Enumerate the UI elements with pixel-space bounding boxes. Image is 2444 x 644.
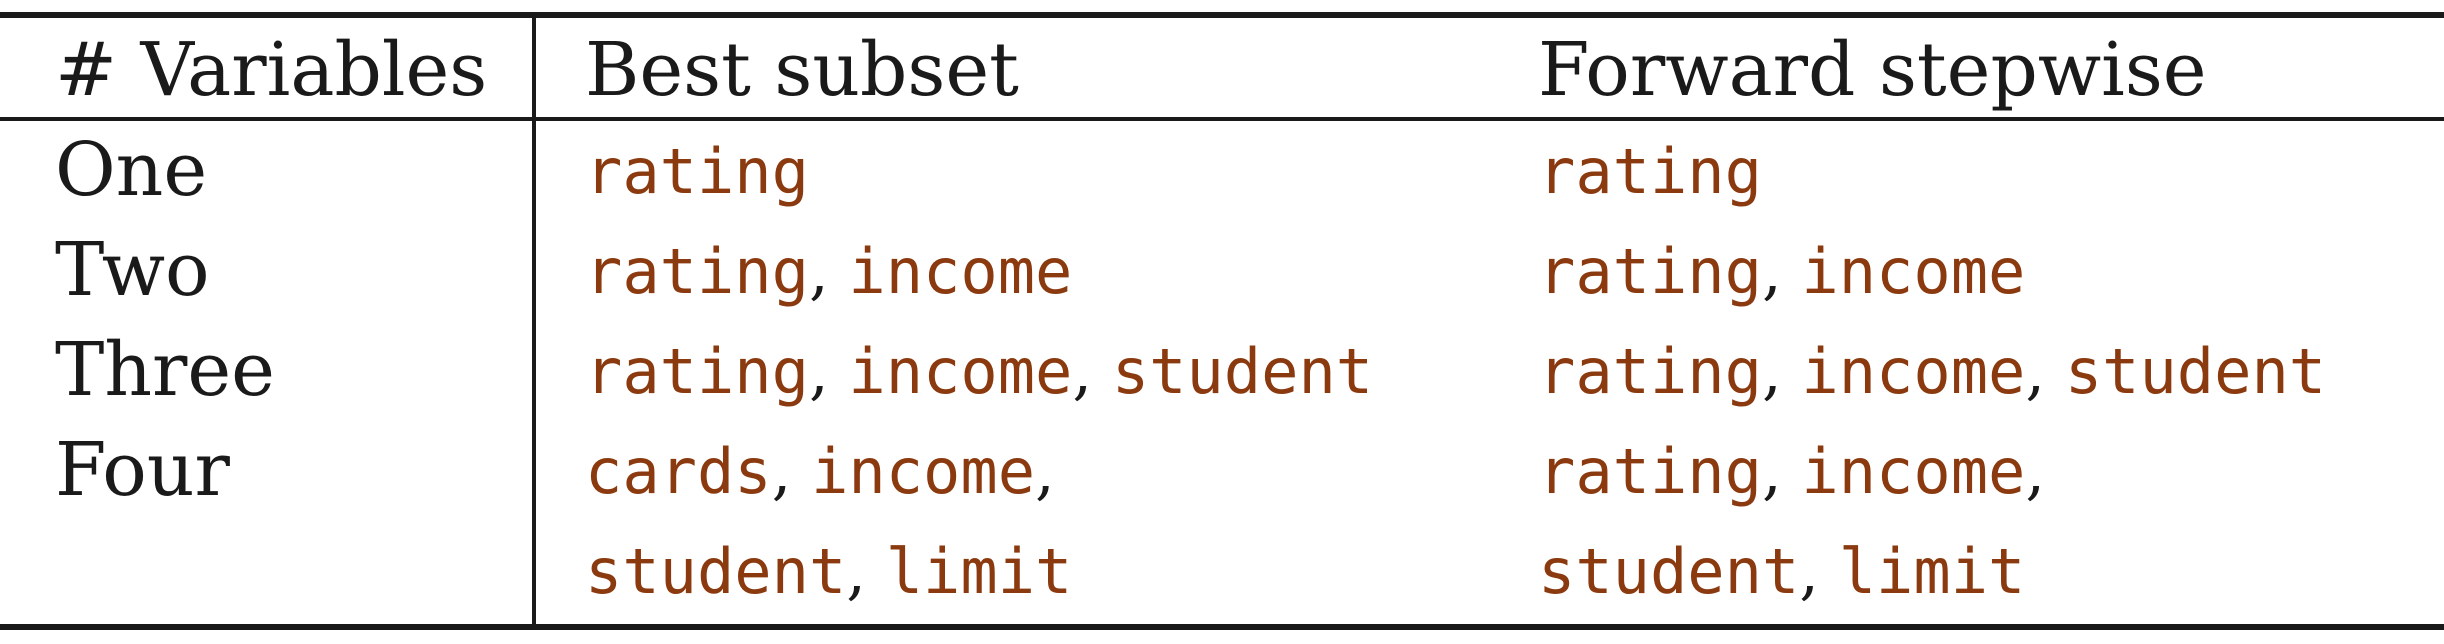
separator: , — [2025, 435, 2046, 508]
header-forward-stepwise: Forward stepwise — [1538, 27, 2207, 113]
variable-name: income — [811, 435, 1036, 508]
forward-stepwise-three — [1538, 327, 2326, 417]
separator: , — [1799, 535, 1820, 608]
row-label-one: One — [55, 127, 208, 213]
separator: , — [808, 235, 829, 308]
variable-name: student — [1538, 535, 1800, 608]
best-subset-two — [585, 227, 1072, 317]
variable-name: income — [1801, 335, 2026, 408]
variable-name: student — [2064, 335, 2327, 408]
row-label-three: Three — [55, 327, 275, 413]
column-divider — [532, 18, 536, 624]
separator: , — [808, 335, 829, 408]
bottom-rule — [0, 624, 2444, 630]
variable-name: rating — [1538, 435, 1762, 508]
forward-stepwise-one — [1538, 127, 1762, 217]
separator: , — [1761, 435, 1782, 508]
best-subset-three — [585, 327, 1373, 417]
separator: , — [1072, 335, 1093, 408]
best-subset-four-line1 — [585, 427, 1055, 517]
variable-name: income — [848, 235, 1073, 308]
variable-name: income — [1801, 435, 2026, 508]
separator: , — [771, 435, 792, 508]
variable-name: limit — [1838, 535, 2026, 608]
separator: , — [1761, 235, 1782, 308]
header-best-subset: Best subset — [585, 27, 1019, 113]
row-label-two: Two — [55, 227, 210, 313]
variable-name: student — [1111, 335, 1374, 408]
variable-name: rating — [1538, 135, 1762, 208]
variable-name: cards — [585, 435, 772, 508]
best-subset-four-line2 — [585, 527, 1072, 617]
forward-stepwise-two — [1538, 227, 2025, 317]
variable-name: rating — [1538, 335, 1762, 408]
variable-name: limit — [885, 535, 1073, 608]
variable-name: rating — [1538, 235, 1762, 308]
forward-stepwise-four-line2 — [1538, 527, 2025, 617]
separator: , — [846, 535, 867, 608]
top-rule — [0, 12, 2444, 18]
separator: , — [2025, 335, 2046, 408]
variable-name: student — [585, 535, 847, 608]
best-subset-one — [585, 127, 809, 217]
separator: , — [1761, 335, 1782, 408]
separator: , — [1035, 435, 1055, 508]
forward-stepwise-four-line1 — [1538, 427, 2045, 517]
row-label-four: Four — [55, 427, 230, 513]
variable-name: income — [848, 335, 1073, 408]
variable-name: income — [1801, 235, 2026, 308]
variable-name: rating — [585, 235, 809, 308]
variable-name: rating — [585, 135, 809, 208]
header-variables: # Variables — [55, 27, 488, 113]
variable-name: rating — [585, 335, 809, 408]
